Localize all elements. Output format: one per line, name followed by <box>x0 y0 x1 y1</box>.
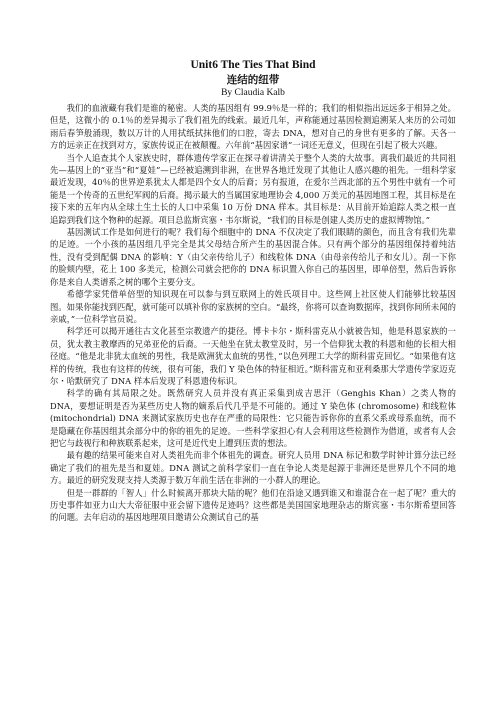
author-byline: By Claudia Kalb <box>221 88 285 98</box>
paragraph: 当个人追查其个人家族史时，群体遗传学家正在探寻着讲清关于整个人类的大故事。离我们最近的共同祖先—基因上的“亚当”和“夏娃”—已经被追溯到非洲，在世界各地迁发现了其他让人感兴趣的祖先。一组科学家最近发现，40％的世界逆系犹太人都是四个女人的后裔；另有报道，在爱尔兰西北部的五个男性中就有一个可能是一个传奇的五世纪军阀的后裔。揭示最大的当属国家地理协会 4,000 万美元的基因地图工程，其目标是在接下来的五年内从全球土生土长的人口中采集 10 万份 DNA 样本。其目标是：从目前开始追踪人类之根一直追踪到我们这个物种的起源。项目总监斯宾塞・韦尔斯说，“我们的目标是创建人类历史的虚拟博物馆。” <box>50 152 456 225</box>
title-block <box>50 58 456 100</box>
document-body <box>50 102 456 524</box>
paragraph: 但是一群群的「智人」什么时候离开那块大陆的呢？他们在沿途又遇到谁又和谁混合在一起了呢？重大的历史事件如亚力山大大帝征服中亚会留下遗传足迹吗？这些都是美国国家地理杂志的斯宾塞・韦尔斯希望回答的问题。去年启动的基因地理项目邀请公众测试自己的基 <box>50 487 456 523</box>
paragraph: 希德学家凭借单倍型的知识现在可以参与到互联网上的姓氏项目中。这些网上社区使人们能够比较基因图。如果你能找到匹配，就可能可以填补你的家族树的空白。“最终，你将可以查询数据库，找到你间所未闻的亲戚，”一位科学官员说。 <box>50 289 456 324</box>
paragraph: 最有趣的结果可能来自对人类祖先而非个体祖先的调查。研究人员用 DNA 标记和数学时钟计算分法已经确定了我们的祖先是当和夏娃。DNA 测试之前科学家们一直在争论人类是起源于非洲还是世界几个不同的地方。最近的研究发现支持人类源于数万年前生活在非洲的一小群人的理论。 <box>50 450 456 486</box>
document-subtitle: 连结的纽带 <box>226 74 280 86</box>
paragraph: 科学还可以揭开通往古文化甚至宗教遗产的捷径。博卡卡尔・斯科雷克从小就被告知，他是科恩家族的一员，犹太教主教摩西的兄弟亚伦的后裔。一天他坐在犹太教堂及时，另一个信仰犹太教的科恩和他的长相大相径庭。“他是北非犹太血统的男性，我是欧洲犹太血统的男性，”以色列理工大学的斯科雷克回忆。“如果他有这样的传统，我也有这样的传统，很有可能，我们 Y 染色体的特征相近。”斯科雷克和亚利桑那大学遗传学家迈克尔・哈默研究了 DNA 样本后发现了科恩遗传标识。 <box>50 326 456 386</box>
paragraph: 我们的血液藏有我们是谁的秘密。人类的基因组有 99.9％是一样的；我们的相似指出远远多于相异之处。但是，这微小的 0.1％的差异揭示了我们祖先的线索。最近几年，声称能通过基因检测追溯某人来历的公司如雨后春笋般涌现，数以万计的人用拭纸拭抹他们的口腔，寄去 DNA，想对自己的身世有更多的了解。天各一方的远亲正在找到对方，家族传说正在被颠覆。六年前“基因家谱”一词还无意义，但现在引起了极大兴趣。 <box>50 103 456 151</box>
paragraph: 科学的确有其局限之处。既然研究人员并没有真正采集到成吉思汗（Genghis Khan）之类人物的 DNA，要想证明是否为某些历史人物的嫡系后代几乎是不可能的。通过 Y 染色体 (chromosome) 和线粒体 (mitochondrial) DNA 来测试家族历史也存在严重的局限性：它只能告诉你你的直系父系或母系血统，而不是隐藏在你基因组其余部分中的你的祖先的足迹。一些科学家担心有人会利用这些检测作为借道，或者有人会把它与歧视行和种族联系起来，这可是近代史上遭到压责的想法。 <box>50 388 456 448</box>
paragraph: 基因测试工作是如何进行的呢？我们每个细胞中的 DNA 不仅决定了我们眼睛的颜色，而且含有我们先辈的足迹。一个小孩的基因组几乎完全是其父母结合所产生的基因混合体。只有两个部分的基因组保持着纯洁性，没有受到配偶 DNA 的影响：Y（由父亲传给儿子）和线粒体 DNA（由母亲传给儿子和女儿）。刮一下你的脸颊内壁，花上 100 多美元，检测公司就会把你的 DNA 标识置入你自己的基因里，即单倍型，然后告诉你你是来自人类谱系之树的哪个主要分支。 <box>50 227 456 287</box>
document-title: Unit6 The Ties That Bind <box>190 59 316 71</box>
